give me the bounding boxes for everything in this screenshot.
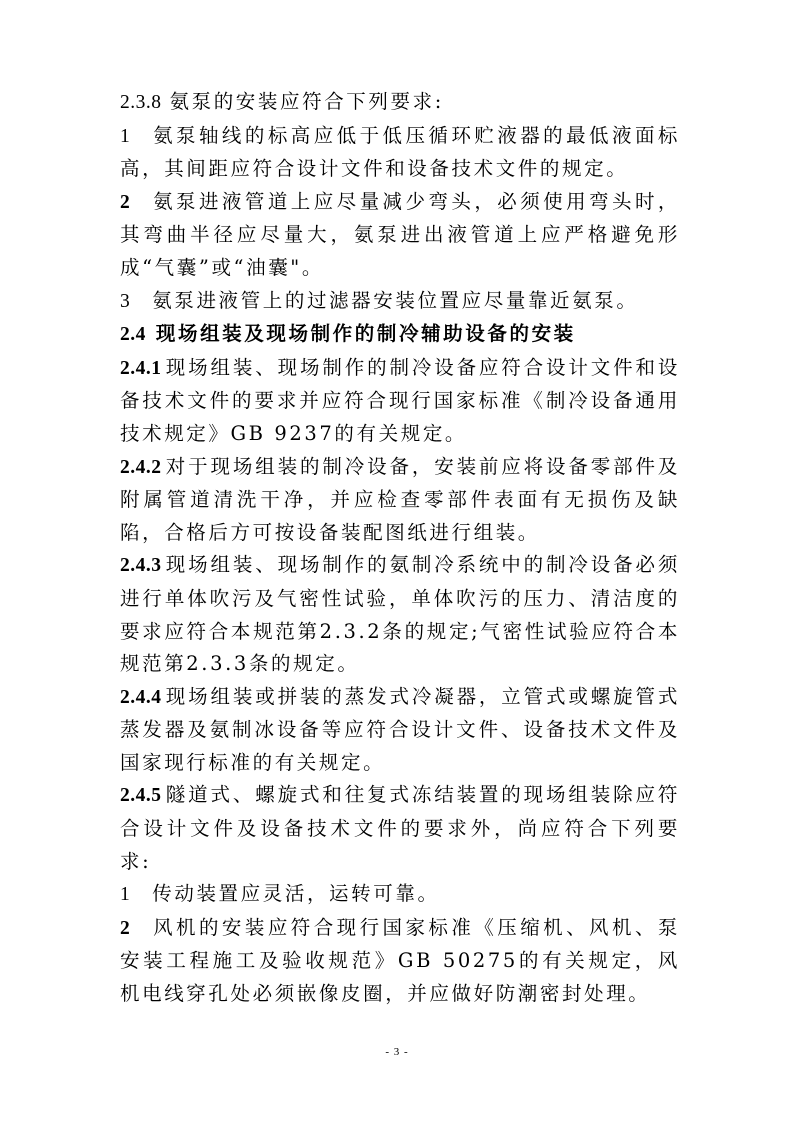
list-item-2 [120,912,680,1011]
clause-number: 2.3.8 [120,92,162,113]
clause-number: 2.4.3 [120,555,162,577]
clause-2-4-1 [120,352,680,451]
section-title: 现场组装及现场制作的制冷辅助设备的安装 [155,322,576,346]
clause-2-4-2 [120,451,680,550]
clause-number: 2.4.4 [120,686,162,708]
list-text: 氨泵进液管上的过滤器安装位置应尽量靠近氨泵。 [152,288,639,312]
document-body [120,86,680,1011]
clause-text: 现场组装或拼装的蒸发式冷凝器，立管式或螺旋管式蒸发器及氨制冰设备等应符合设计文件、设备技术文件及国家现行标准的有关规定。 [120,684,680,774]
list-number: 3 [120,290,131,312]
clause-number: 2.4.5 [120,785,162,807]
clause-number: 2.4.1 [120,357,162,379]
list-number: 2 [120,917,131,939]
clause-text: 现场组装、现场制作的氨制冷系统中的制冷设备必须进行单体吹污及气密性试验，单体吹污的压力、清洁度的要求应符合本规范第2.3.2条的规定;气密性试验应符合本规范第2.3.3条的规定。 [120,553,680,676]
list-text: 传动装置应灵活，运转可靠。 [152,882,440,906]
list-number: 2 [120,191,131,213]
list-item-3 [120,285,680,319]
list-item-2 [120,186,680,285]
list-text: 氨泵轴线的标高应低于低压循环贮液器的最低液面标高，其间距应符合设计文件和设备技术文件的规定。 [120,123,680,181]
list-item-1 [120,120,680,186]
clause-number: 2.4.2 [120,456,162,478]
section-number: 2.4 [120,324,146,346]
list-text: 氨泵进液管道上应尽量减少弯头，必须使用弯头时，其弯曲半径应尽量大，氨泵进出液管道上应严格避免形成“气囊”或“油囊"。 [120,189,680,279]
list-number: 1 [120,884,131,906]
clause-text: 对于现场组装的制冷设备，安装前应将设备零部件及附属管道清洗干净，并应检查零部件表面有无损伤及缺陷，合格后方可按设备装配图纸进行组装。 [120,454,680,544]
clause-text: 现场组装、现场制作的制冷设备应符合设计文件和设备技术文件的要求并应符合现行国家标准《制冷设备通用技术规定》GB 9237的有关规定。 [120,355,680,445]
clause-2-3-8 [120,86,680,120]
clause-text: 氨泵的安装应符合下列要求: [169,90,444,113]
clause-text: 隧道式、螺旋式和往复式冻结装置的现场组装除应符合设计文件及设备技术文件的要求外，尚应符合下列要求: [120,783,680,873]
clause-2-4-3 [120,549,680,680]
page-number: - 3 - [385,1046,409,1058]
clause-2-4-5 [120,779,680,878]
section-heading-2-4 [120,318,680,352]
list-text: 风机的安装应符合现行国家标准《压缩机、风机、泵安装工程施工及验收规范》GB 50275的有关规定，风机电线穿孔处必须嵌像皮圈，并应做好防潮密封处理。 [120,915,680,1006]
list-item-1 [120,878,680,912]
clause-2-4-4 [120,681,680,780]
list-number: 1 [120,125,131,147]
